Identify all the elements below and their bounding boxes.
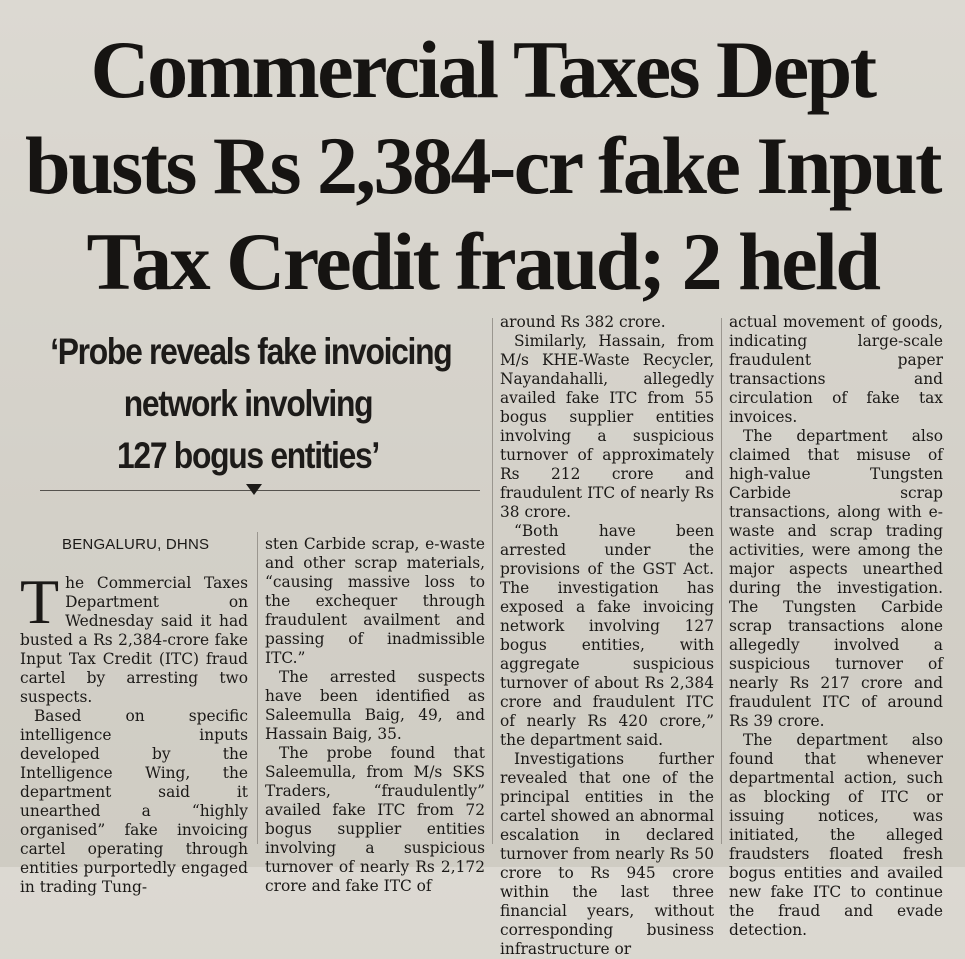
dateline: BENGALURU, DHNS xyxy=(62,536,210,553)
pull-quote-line-2: network involving xyxy=(123,383,373,424)
article-paragraph: actual movement of goods, indicating large-scale fraudulent paper transactions and circulation of fake tax invoices. xyxy=(729,313,943,426)
headline-line-3: Tax Credit fraud; 2 held xyxy=(86,216,879,307)
article-paragraph: The department also found that whenever departmental action, such as blocking of ITC or issuing notices, was initiated, the alleged fraudsters floated fresh bogus entities and availed new fake ITC to continue the fraud and evade detection. xyxy=(729,731,943,939)
pull-quote-line-1: ‘Probe reveals fake invoicing xyxy=(50,331,452,372)
article-paragraph: around Rs 382 crore. xyxy=(500,313,666,331)
headline xyxy=(0,22,965,310)
article-paragraph: Investigations further revealed that one of the principal entities in the cartel showed an abnormal escalation in declared turnover from nearly Rs 50 crore to Rs 945 crore within the last three financial years, without corresponding business infrastructure or xyxy=(500,750,714,958)
article-paragraph: Similarly, Hassain, from M/s KHE-Waste Recycler, Nayandahalli, allegedly availed fake ITC from 55 bogus supplier entities involving a suspicious turnover of approximately Rs 212 crore and fraudulent ITC of nearly Rs 38 crore. xyxy=(500,332,714,521)
article-paragraph: The probe found that Saleemulla, from M/s SKS Traders, “fraudulently” availed fake ITC from 72 bogus supplier entities involving a suspicious turnover of nearly Rs 2,172 crore and fake ITC of xyxy=(265,744,485,895)
article-paragraph xyxy=(20,566,248,707)
headline-line-2: busts Rs 2,384-cr fake Input xyxy=(25,120,940,211)
article-paragraph: sten Carbide scrap, e-waste and other scrap materials, “causing massive loss to the exchequer through fraudulent availment and passing of inadmissible ITC.” xyxy=(265,535,485,667)
paragraph-text: he Commercial Taxes Department on Wednesday said it had busted a Rs 2,384-crore fake Input Tax Credit (ITC) fraud cartel by arresting two suspects. xyxy=(20,574,248,706)
article-column-3 xyxy=(500,313,714,959)
column-divider xyxy=(492,318,493,844)
column-divider xyxy=(257,532,258,844)
article-paragraph: The arrested suspects have been identified as Saleemulla Baig, 49, and Hassain Baig, 35. xyxy=(265,668,485,743)
down-arrow-icon xyxy=(246,484,262,495)
headline-line-1: Commercial Taxes Dept xyxy=(90,24,875,115)
article-column-1 xyxy=(20,566,248,897)
article-column-4 xyxy=(729,313,943,940)
drop-cap: T xyxy=(20,566,60,637)
article-paragraph: The department also claimed that misuse of high-value Tungsten Carbide scrap transactions, along with e-waste and scrap trading activities, were among the major aspects unearthed during the investigation. The Tungsten Carbide scrap transactions alone allegedly involved a suspicious turnover of nearly Rs 217 crore and fraudulent ITC of around Rs 39 crore. xyxy=(729,427,943,730)
article-column-2 xyxy=(265,535,485,896)
column-divider xyxy=(721,318,722,844)
pull-quote-line-3: 127 bogus entities’ xyxy=(117,435,379,476)
article-paragraph: “Both have been arrested under the provisions of the GST Act. The investigation has exposed a fake invoicing network involving 127 bogus entities, with aggregate suspicious turnover of about Rs 2,384 crore and fraudulent ITC of nearly Rs 420 crore,” the department said. xyxy=(500,522,714,749)
article-paragraph: Based on specific intelligence inputs developed by the Intelligence Wing, the department said it unearthed a “highly organised” fake invoicing cartel operating through entities purportedly engaged in trading Tung- xyxy=(20,707,248,896)
pull-quote xyxy=(50,326,452,482)
